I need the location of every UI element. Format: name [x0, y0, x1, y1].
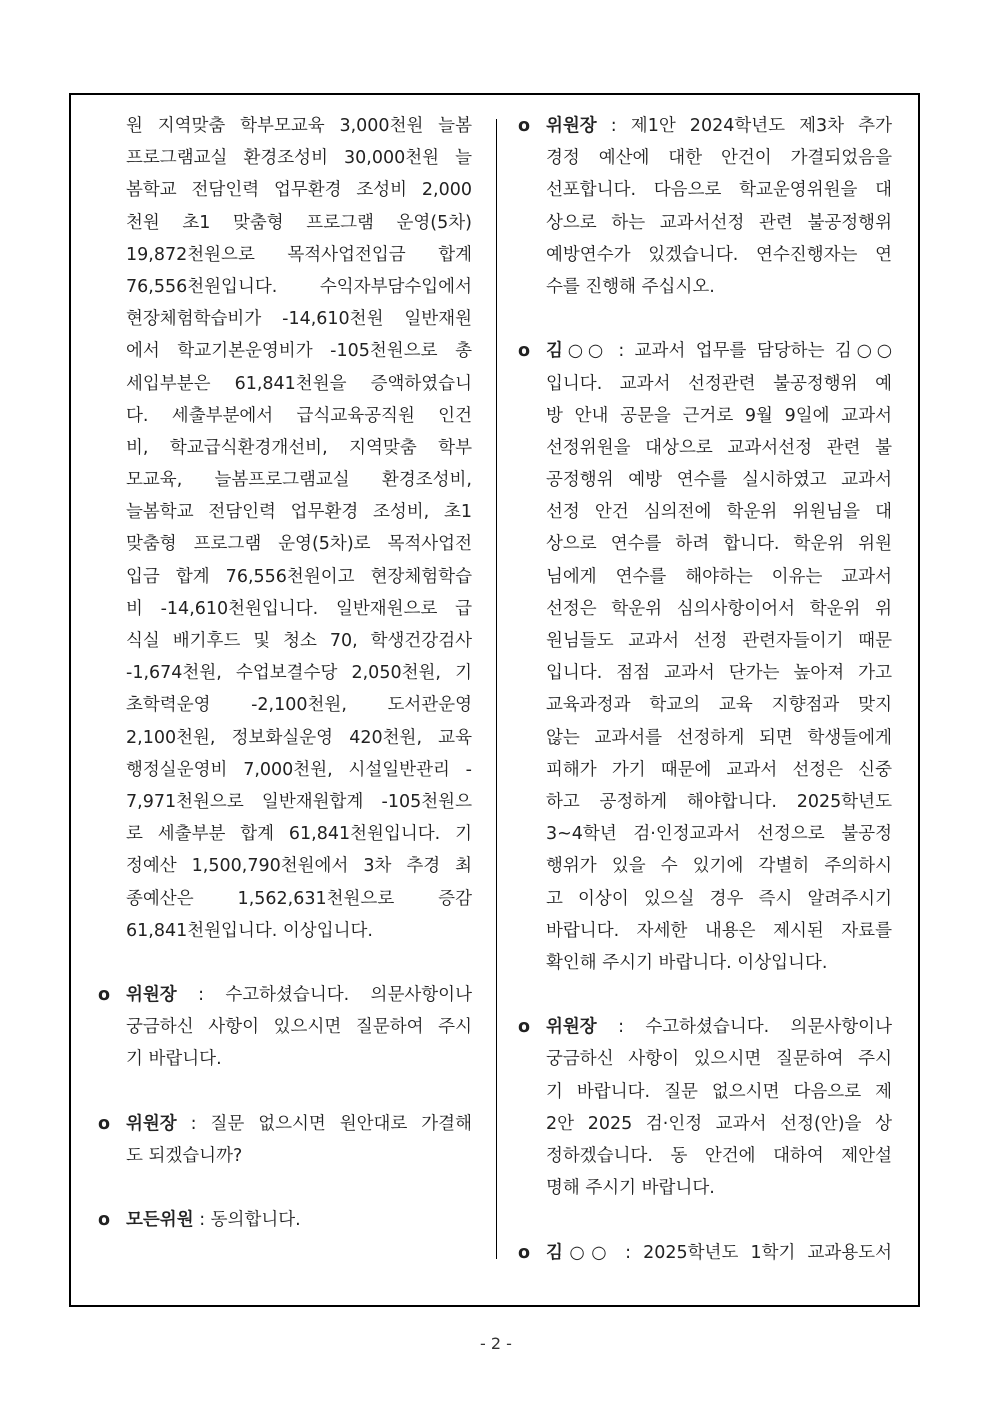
bullet-marker: o	[518, 341, 531, 362]
continuation-text	[98, 110, 472, 947]
text-line: -1,674천원, 수업보결수당 2,050천원, 기	[126, 663, 472, 684]
text-line: 61,841천원입니다. 이상입니다.	[126, 920, 373, 941]
text-line: 상으로 하는 교과서선정 관련 불공정행위	[546, 212, 892, 233]
text-line: 궁금하신 사항이 있으시면 질문하여 주시	[546, 1049, 892, 1070]
text-line: 원님들도 교과서 선정 관련자들이기 때문	[546, 631, 892, 651]
page-number: - 2 -	[480, 1334, 512, 1353]
text-line: 19,872천원으로 목적사업전입금 합계	[126, 244, 472, 265]
text-line: 선포합니다. 다음으로 학교운영위원을 대	[546, 180, 892, 201]
right-column	[518, 110, 892, 1269]
text-line: 선정은 학운위 심의사항이어서 학운위 위	[546, 598, 892, 619]
text-line: 76,556천원입니다. 수익자부담수입에서	[126, 276, 472, 297]
text-line: 공정행위 예방 연수를 실시하였고 교과서	[546, 470, 892, 491]
text-line: 입니다. 교과서 선정관련 불공정행위 예	[546, 373, 892, 394]
speaker-name: 위원장	[546, 116, 597, 136]
text-line: 고 이상이 있으실 경우 즉시 알려주시기	[546, 888, 892, 909]
speech-text: : 수고하셨습니다. 의문사항이나	[176, 985, 472, 1006]
text-line: 로 세출부분 합계 61,841천원입니다. 기	[126, 824, 472, 845]
text-line: 프로그램교실 환경조성비 30,000천원 늘	[126, 148, 472, 169]
speech-text: : 동의합니다.	[193, 1210, 301, 1231]
speech-entry	[518, 1011, 892, 1204]
speech-entry	[518, 335, 892, 979]
text-line: 초학력운영 -2,100천원, 도서관운영	[126, 695, 472, 716]
text-line: 확인해 주시기 바랍니다. 이상입니다.	[546, 952, 828, 973]
text-line: 다. 세출부분에서 급식교육공직원 인건	[126, 405, 472, 426]
speech-entry	[518, 110, 892, 303]
text-line: 상으로 연수를 하려 합니다. 학운위 위원	[546, 534, 892, 555]
text-line: 바랍니다. 자세한 내용은 제시된 자료를	[546, 920, 892, 941]
speaker-name: 모든위원	[126, 1210, 194, 1231]
text-line: 명해 주시기 바랍니다.	[546, 1178, 715, 1199]
text-line: 행정실운영비 7,000천원, 시설일반관리 -	[126, 759, 472, 780]
bullet-marker: o	[98, 985, 111, 1006]
bullet-marker: o	[518, 1242, 531, 1263]
text-line: 2,100천원, 정보화실운영 420천원, 교육	[126, 727, 472, 748]
speaker-name: 위원장	[126, 1113, 177, 1134]
text-line: 봄학교 전담인력 업무환경 조성비 2,000	[126, 180, 472, 201]
text-line: 선정위원을 대상으로 교과서선정 관련 불	[546, 437, 892, 458]
speech-text: : 교과서 업무를 담당하는 김○○	[607, 341, 892, 362]
text-line: 식실 배기후드 및 청소 70, 학생건강검사	[126, 631, 472, 651]
speech-text: : 2025학년도 1학기 교과용도서	[613, 1242, 892, 1263]
text-line: 정하겠습니다. 동 안건에 대하여 제안설	[546, 1146, 892, 1166]
text-line: 궁금하신 사항이 있으시면 질문하여 주시	[126, 1017, 472, 1038]
bullet-marker: o	[98, 1210, 111, 1231]
text-line: 에서 학교기본운영비가 -105천원으로 총	[126, 341, 472, 362]
text-line: 님에게 연수를 해야하는 이유는 교과서	[546, 566, 892, 587]
left-column	[98, 110, 472, 1237]
speech-text: : 제1안 2024학년도 제3차 추가	[596, 116, 892, 136]
text-line: 기 바랍니다. 질문 없으시면 다음으로 제	[546, 1081, 892, 1102]
text-line: 맞춤형 프로그램 운영(5차)로 목적사업전	[126, 534, 472, 555]
text-line: 입니다. 점점 교과서 단가는 높아져 가고	[546, 663, 892, 684]
text-line: 모교육, 늘봄프로그램교실 환경조성비,	[126, 470, 472, 491]
speech-entry	[98, 979, 472, 1076]
speaker-name: 김○○	[546, 1242, 614, 1263]
text-line: 피해가 가기 때문에 교과서 선정은 신중	[546, 759, 892, 780]
speaker-name: 위원장	[126, 985, 177, 1006]
text-line: 7,971천원으로 일반재원합계 -105천원으	[126, 791, 472, 812]
text-line: 않는 교과서를 선정하게 되면 학생들에게	[546, 727, 892, 748]
speech-text: : 질문 없으시면 원안대로 가결해	[176, 1113, 472, 1134]
text-line: 기 바랍니다.	[126, 1049, 222, 1070]
text-line: 선정 안건 심의전에 학운위 위원님을 대	[546, 502, 892, 523]
bullet-marker: o	[98, 1113, 111, 1134]
text-line: 천원 초1 맞춤형 프로그램 운영(5차)	[126, 212, 472, 233]
text-line: 방 안내 공문을 근거로 9월 9일에 교과서	[546, 405, 892, 426]
speech-entry	[518, 1237, 892, 1269]
column-divider	[496, 119, 497, 1259]
text-line: 비, 학교급식환경개선비, 지역맞춤 학부	[126, 437, 472, 458]
text-line: 세입부분은 61,841천원을 증액하였습니	[126, 373, 472, 394]
text-line: 현장체험학습비가 -14,610천원 일반재원	[126, 309, 472, 330]
speaker-name: 위원장	[546, 1017, 597, 1038]
speech-entry	[98, 1108, 472, 1172]
text-line: 2안 2025 검·인정 교과서 선정(안)을 상	[546, 1113, 892, 1134]
text-line: 원 지역맞춤 학부모교육 3,000천원 늘봄	[126, 116, 472, 136]
text-line: 비 -14,610천원입니다. 일반재원으로 급	[126, 598, 472, 619]
text-line: 경정 예산에 대한 안건이 가결되었음을	[546, 148, 892, 169]
text-line: 하고 공정하게 해야합니다. 2025학년도	[546, 791, 892, 812]
text-line: 수를 진행해 주십시오.	[546, 276, 715, 297]
text-line: 3~4학년 검·인정교과서 선정으로 불공정	[546, 824, 892, 845]
text-line: 예방연수가 있겠습니다. 연수진행자는 연	[546, 244, 892, 265]
text-line: 교육과정과 학교의 교육 지향점과 맞지	[546, 695, 892, 716]
text-line: 늘봄학교 전담인력 업무환경 조성비, 초1	[126, 502, 472, 523]
bullet-marker: o	[518, 1017, 531, 1038]
speech-text: : 수고하셨습니다. 의문사항이나	[596, 1017, 892, 1038]
text-line: 도 되겠습니까?	[126, 1146, 243, 1166]
text-line: 정예산 1,500,790천원에서 3차 추경 최	[126, 856, 472, 877]
bullet-marker: o	[518, 116, 531, 136]
text-line: 종예산은 1,562,631천원으로 증감	[126, 888, 472, 909]
text-line: 입금 합계 76,556천원이고 현장체험학습	[126, 566, 472, 587]
text-line: 행위가 있을 수 있기에 각별히 주의하시	[546, 856, 892, 877]
speech-entry	[98, 1204, 472, 1236]
speaker-name: 김○○	[546, 341, 608, 362]
